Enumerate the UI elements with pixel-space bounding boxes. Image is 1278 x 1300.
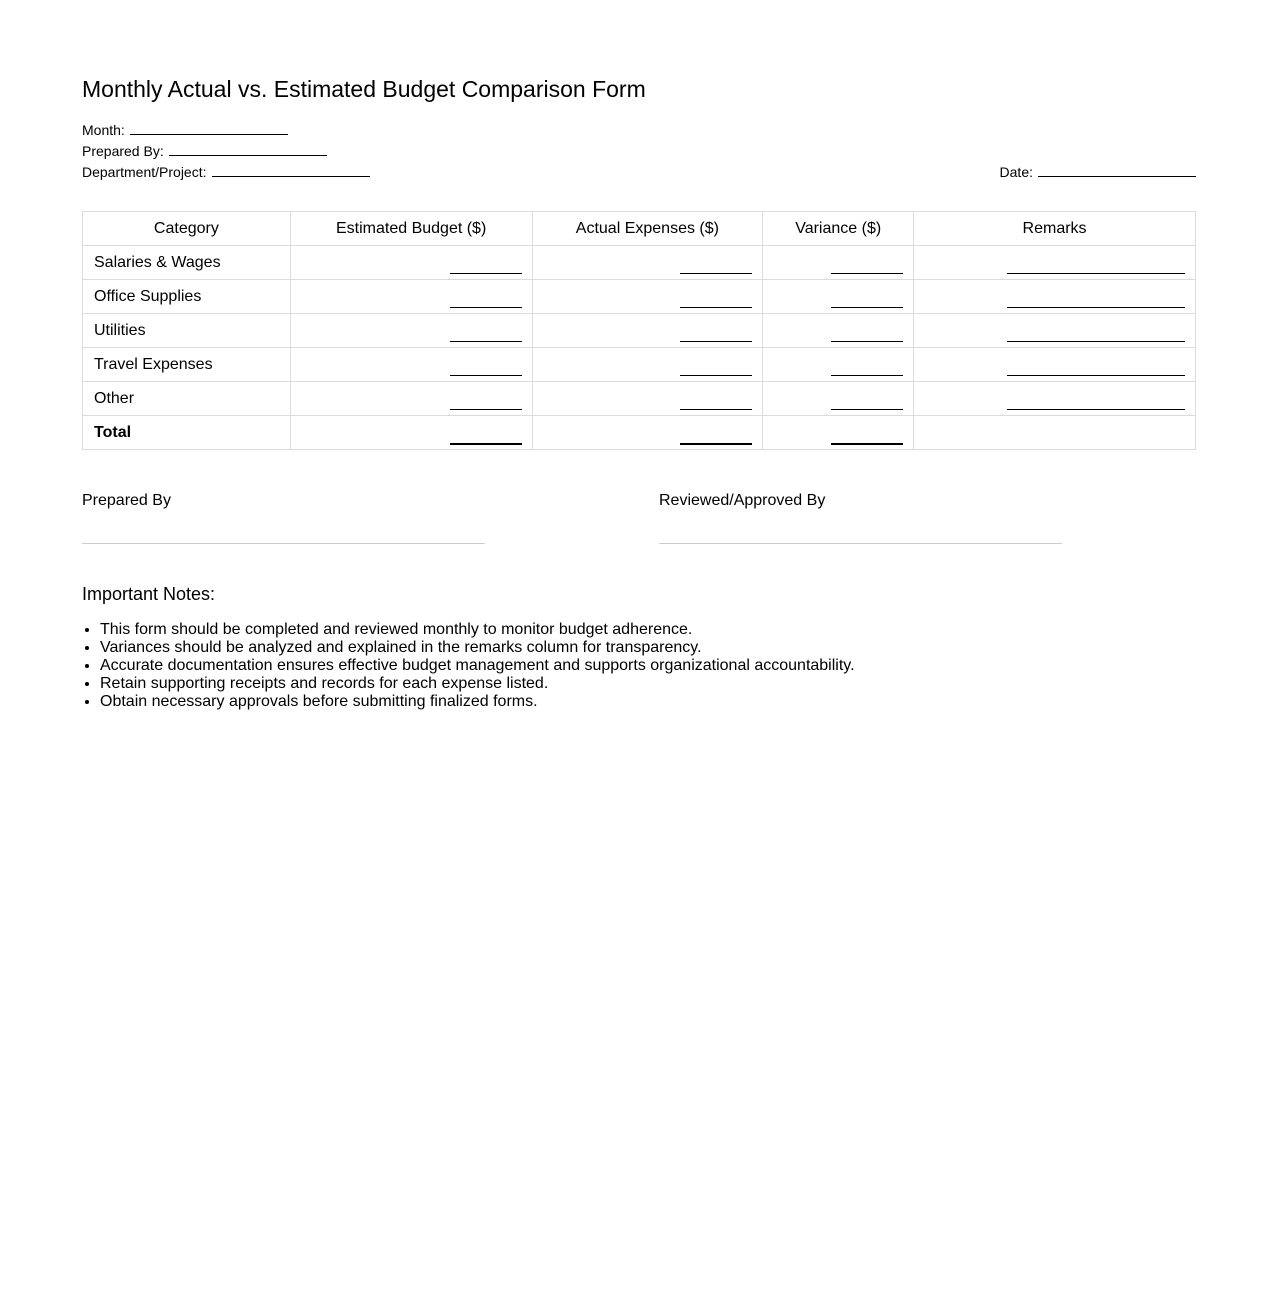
header-estimated-budget: Estimated Budget ($) [290,212,532,246]
reviewed-by-signature-label: Reviewed/Approved By [659,492,826,509]
list-item: • Variances should be analyzed and explained in the remarks column for transparency. [100,639,855,657]
variance-blank[interactable] [831,251,903,274]
department-field [82,163,370,181]
estimated-cell[interactable] [290,280,532,314]
remarks-cell[interactable] [914,348,1196,382]
row-category: Travel Expenses [83,348,291,382]
header-actual-expenses: Actual Expenses ($) [532,212,763,246]
variance-cell[interactable] [763,314,914,348]
date-blank[interactable] [1038,163,1196,177]
total-estimated-blank[interactable] [450,421,522,445]
header-remarks: Remarks [914,212,1196,246]
total-row [83,416,1196,450]
header-variance: Variance ($) [763,212,914,246]
estimated-blank[interactable] [450,353,522,376]
actual-blank[interactable] [680,353,752,376]
table-header-row [83,212,1196,246]
estimated-cell[interactable] [290,246,532,280]
actual-cell[interactable] [532,348,763,382]
list-item: • Obtain necessary approvals before submitting finalized forms. [100,693,855,711]
remarks-blank[interactable] [1007,353,1185,376]
table-row [83,280,1196,314]
estimated-blank[interactable] [450,387,522,410]
actual-blank[interactable] [680,251,752,274]
list-item: • Accurate documentation ensures effective budget management and supports organizational accountability. [100,657,855,675]
remarks-blank[interactable] [1007,319,1185,342]
table-row [83,314,1196,348]
remarks-cell[interactable] [914,382,1196,416]
actual-cell[interactable] [532,382,763,416]
variance-blank[interactable] [831,285,903,308]
actual-blank[interactable] [680,285,752,308]
variance-blank[interactable] [831,353,903,376]
total-variance-cell[interactable] [763,416,914,450]
actual-cell[interactable] [532,246,763,280]
total-label: Total [83,416,291,450]
row-category: Salaries & Wages [83,246,291,280]
variance-blank[interactable] [831,319,903,342]
list-item: • This form should be completed and reviewed monthly to monitor budget adherence. [100,621,855,639]
estimated-blank[interactable] [450,319,522,342]
list-item: • Retain supporting receipts and records for each expense listed. [100,675,855,693]
remarks-cell[interactable] [914,246,1196,280]
notes-title: Important Notes: [82,584,216,604]
total-variance-blank[interactable] [831,421,903,445]
remarks-blank[interactable] [1007,285,1185,308]
budget-table [82,211,1196,450]
variance-cell[interactable] [763,280,914,314]
notes-list [82,621,855,711]
prepared-by-field [82,142,327,160]
estimated-cell[interactable] [290,314,532,348]
form-title: Monthly Actual vs. Estimated Budget Comparison Form [82,76,646,102]
table-row [83,246,1196,280]
variance-cell[interactable] [763,348,914,382]
actual-blank[interactable] [680,319,752,342]
table-row [83,382,1196,416]
department-blank[interactable] [212,163,370,177]
table-row [83,348,1196,382]
month-field [82,121,288,139]
header-category: Category [83,212,291,246]
row-category: Utilities [83,314,291,348]
prepared-by-signature-line[interactable] [82,543,485,544]
row-category: Other [83,382,291,416]
prepared-by-blank[interactable] [169,142,327,156]
actual-cell[interactable] [532,314,763,348]
total-estimated-cell[interactable] [290,416,532,450]
month-blank[interactable] [130,121,288,135]
estimated-blank[interactable] [450,251,522,274]
prepared-by-label: Prepared By: [82,143,164,159]
total-actual-cell[interactable] [532,416,763,450]
date-label: Date: [999,164,1033,180]
total-actual-blank[interactable] [680,421,752,445]
row-category: Office Supplies [83,280,291,314]
estimated-blank[interactable] [450,285,522,308]
prepared-by-signature-label: Prepared By [82,492,171,509]
reviewed-by-signature-line[interactable] [659,543,1062,544]
actual-blank[interactable] [680,387,752,410]
total-remarks-cell [914,416,1196,450]
variance-cell[interactable] [763,246,914,280]
remarks-blank[interactable] [1007,251,1185,274]
date-field [1000,163,1196,181]
department-label: Department/Project: [82,164,207,180]
month-label: Month: [82,122,125,138]
actual-cell[interactable] [532,280,763,314]
estimated-cell[interactable] [290,382,532,416]
variance-cell[interactable] [763,382,914,416]
remarks-blank[interactable] [1007,387,1185,410]
remarks-cell[interactable] [914,280,1196,314]
estimated-cell[interactable] [290,348,532,382]
variance-blank[interactable] [831,387,903,410]
remarks-cell[interactable] [914,314,1196,348]
